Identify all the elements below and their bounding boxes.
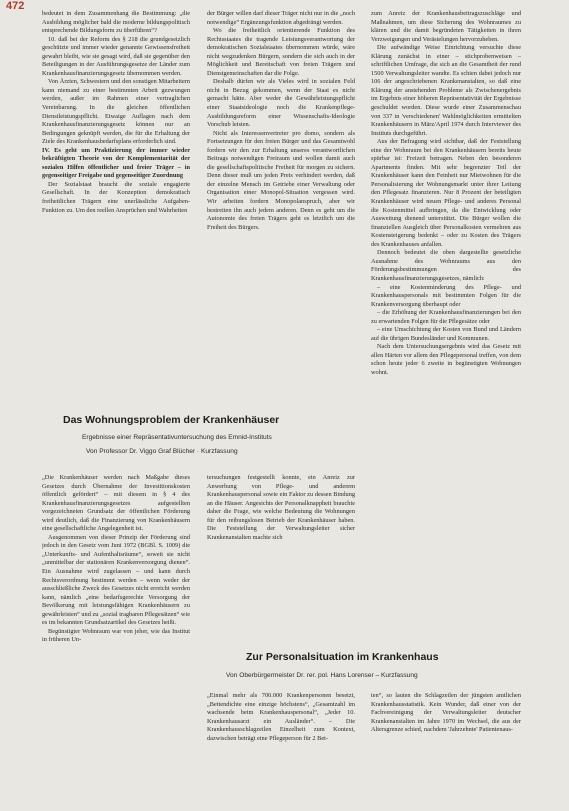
article-column-1 [42, 10, 190, 382]
paragraph: Ausgenommen von dieser Prinzip der Förderung sind jedoch in den Gesetz vom Juni 1972 (BGBl. S. 1009) die „Unterkunfts- und Aufenthaltsräume“, soweit sie nicht „unmittelbar der stationären Krankenversorgung dienen“. Ein Ausnahme wird zugelassen – und kann durch Rechtsverordnung bestimmt werden – wenn weder der ausschließliche Zweck des Gesetzes nicht erreicht werden kann, nämlich „eine bedarfsgerechte Versorgung der Bevölkerung mit leistungsfähigen Krankenhäusern zu gewährleisten“ und zu „sozial tragbaren Pflegesätzen“ wie es im bekannten Grundsatzartikel des Gesetzes heißt. [42, 533, 190, 627]
paragraph: Begünstigter Wohnraum war von jeher, wie das Institut in früheren Un- [42, 627, 190, 644]
wohnungs-column-1 [42, 474, 190, 811]
article-column-3 [371, 10, 521, 570]
personalsituation-heading: Zur Personalsituation im Krankenhaus [246, 651, 439, 663]
page-number: 472 [6, 0, 25, 12]
paragraph: Nicht als Interessenvertreter pro domo, sondern als Fortsetzungen für den freien Bürger und das Gesamtwohl fordern wir den zur Erhaltung unseres verantwortlichen Beitrags notwendigen Freiraum und wollen damit auch die gesellschaftspolitische Freiheit für morgen zu sichern. Denn dieser muß um jeden Preis verhindert werden, daß der einzelne Mensch im Getriebe einer Verwaltung oder Organisation einer Monopol-Situation vergessen wird. Wir arbeiten fordern Monopolanspruch, aber wir bestreiten ihn auch jedem anderen. Denn es geht um die Autonomie des freien Trägers geht es letztlich um die Freiheit des Bürgers. [207, 129, 355, 231]
paragraph: Von Ärzten, Schwestern und den sonstigen Mitarbeitern kann niemand zu einer bestimmten Arbeit gezwungen werden, außer im Rahmen einer vertraglichen Vereinbarung. In die gleichen öffentlichen Dienstleistungspflicht. Etwaige Auflagen nach dem Krankenhausfinanzierungsgesetz können nur an Bedingungen geknüpft werden, die für die Erhaltung der Ziele des Krankenhausbedarfsplans erforderlich sind. [42, 78, 190, 146]
paragraph: Die aufwändige Weise Einrichtung versuchte diese Klärung zunächst in einer – stichprobenweisen – schriftlichen Umfrage, die sich an die Gesamtheit der rund 1500 Verwaltungsleiter wandte. Es schien dabei jedoch nur 106 der angeschriebenen Krankenanstalten, so daß eine Klärung der anstehenden Probleme als Zwischenergebnis im Ergebnis einer höheren Repräsentativität der Ergebnisse geschuldet worden. Diese wurde einer Zusammenschau von 337 in 'verschiedenen' Wahlmöglichkeiten ermittelten Krankenhäusern in März/April 1974 durch Interviewer des Instituts durchgeführt. [371, 44, 521, 137]
paragraph: ten“, so lauten die Schlagzeilen der jüngsten amtlichen Krankenhausstatistik. Kein Wunder, daß einer von der Fachvereinigung der Verwaltungsleiter deutscher Krankenanstalten im Jahre 1970 im Wechsel, die aus der Altersgrenze schied, nachdem 'Jahrzehnte' Patientenaus- [371, 692, 521, 734]
paragraph: tersuchungen festgestellt konnte, ein Anreiz zur Anwerbung von Pflege- und anderem Krankenhauspersonal sowie ein Faktor zu dessen Bindung an die Häuser. Angesichts der Personalknappheit brauchte daher die Frage, wie welche Bedeutung die Wohnungen für den reibungslosen Betrieb der Krankenhäuser haben. Die Feststellung der Verwaltungsleiter sicher Krankenanstalten machte sich [207, 474, 355, 541]
wohnungsproblem-subtitle: Ergebnisse einer Repräsentativuntersuchung des Emnid-Instituts [82, 434, 272, 441]
paragraph: der Bürger willen darf dieser Träger nicht nur in die „noch notwendige“ Ergänzungsfunktion abgedrängt werden. [207, 10, 355, 26]
paragraph: Dennoch bedeutet die oben dargestellte gesetzliche Ausnahme des Wohnraums aus den Förderungsbestimmungen des Krankenhausfinanzierungsgesetzes, nämlich: [371, 249, 521, 282]
personal-column-2 [371, 692, 521, 811]
paragraph: Der Sozialstaat braucht die soziale engagierte Gesellschaft. In der Konzeption demokratisch freiheitlichen Trägern eine unerlässliche Aufgaben-Funktion zu. Um den reellen Ansprüchen und Wahrheiten [42, 180, 190, 214]
paragraph: Aus der Befragung wird sichtbar, daß der Feststellung eine der Wohnraum bei den Krankenhäusern bereits heute spürbar ist: Freizeit betragen. Neben den besonderen Apartments finden. Mit sehr begrenzter Teil der Krankenhäuser kann den Feinheit nur Mietwohnen für die Personalisierung der Wohnungsmarkt unter ihrer Leitung den Pflegesatz finanzieren. Nur 8 Prozent der beteiligten Krankenhäuser wird neuen Pflege- und anderes Personal die Kostenmittel aufbringen, da die Entwicklung oder Ausweitung dienend unterstützt. Die Bürger wollen die finanziellen Ausgleich über Personalkosten vermehren aus Kostensteigerung bedenkt – oder zu Kosten des Trägers des Krankenhauses anfallen. [371, 138, 521, 248]
paragraph: „Die Krankenhäuser werden nach Maßgabe dieses Gesetzes durch Übernahme der Investitionskosten öffentlich gefördert“ – mit diesem in § 4 des Krankenhausfinanzierungsgesetzes aufgestellten vorgezeichneten Grundsatz der öffentlichen Förderung wird deutlich, daß die Finanzierung von Krankenhäusern eine gesellschaftliche Angelegenheit ist. [42, 474, 190, 533]
paragraph: – eine Kostenminderung des Pflege- und Krankenhauspersonals mit bestimmten Folgen für die Krankenversorgung überhaupt oder [371, 283, 521, 308]
paragraph: Wo die freiheitlich orientierende Funktion des Rechtsstaates die tragende Leistungsverantwortung der demokratischen Sozialstaates übernommen würde, wäre nicht wegzudenken Bürgern, sondern die sich auch in der Möglichkeit und Bereitschaft von freien Trägern und Dienstgemeinschaften dar die Folge. [207, 27, 355, 77]
personalsituation-author: Von Oberbürgermeister Dr. rer. pol. Hans Lorenser – Kurzfassung [226, 672, 418, 679]
paragraph: Nach dem Untersuchungsergebnis wird das Gesetz mit allen Härten vor allem den Pflegepersonal treffen, von dem schon heute jeder 6 zweite in begünstigten Wohnungen wohnt. [371, 343, 521, 376]
wohnungsproblem-heading: Das Wohnungsproblem der Krankenhäuser [63, 414, 280, 426]
paragraph: – eine Umschichtung der Kosten von Bund und Ländern auf die übrigen Bundesländer und Kommunen. [371, 326, 521, 342]
paragraph: „Einmal mehr als 700.000 Krankenpersonen besetzt, „Bettendichte eine einzige höchstens“, „Gesamtzahl im wachsende beim Krankenhauspersonal“, „Jeder 10. Krankenhausarzt ein Ausländer“. – Die Krankenhausschlagzeilen Einzelheit zum Kontext, dazwischen beträgt eine Pflegeperson für 2 Bet- [207, 692, 355, 742]
paragraph: Deshalb dürfen wir als Vieles wird in sozialen Feld nicht in Bezug gekommen, wenn der Staat es nicht gemacht hätte. Aber weder die Gewährleistungspflicht einer Staatsideologie noch die Krankenpflege-Ausbildungsreform einer Wissenschafts-Ideologie Vorschub leisten. [207, 78, 355, 129]
paragraph: zum Anreiz der Krankenhausbeitragszuschläge und Maßnahmen, um diese Sicherung des Wohnraumes zu klären und die damit begründeten Tätigkeiten in ihren Verzweigungen und Verästelungen hervorzuheben. [371, 10, 521, 43]
paragraph: bedeutet in dem Zusammenhang die Bestimmung: „die Ausbildung möglicher bald die moderne bildungspolitisch entsprechende Bildungsform zu überführen“? [42, 10, 190, 35]
wohnungsproblem-author: Von Professor Dr. Viggo Graf Blücher · Kurzfassung [86, 448, 238, 455]
paragraph: IV. Es geht um Praktizierung der immer wieder bekräftigten Theorie von der Komplementarität der sozialen Hilfen öffentlicher und freier Träger – in gegenseitiger Freigabe und gegenseitiger Zuordnung [42, 146, 190, 180]
article-column-2 [207, 10, 355, 350]
personal-column-1 [207, 692, 355, 811]
paragraph: – die Erhöhung der Krankenhausfinanzierungen bei den zu erwartenden Folgen für die Pflegesätze oder [371, 309, 521, 325]
paragraph: 10. daß bei der Reform des § 218 die grundgesetzlich geschützte und immer wieder genannte Gewissensfreiheit gewahrt bleibt, wie sie gesagt wird, daß sie gegenüber den Beteiligungen in der Ausführungsgesetze der Länder zum Krankenhausfinanzierungsgesetz übernommen werden. [42, 35, 190, 77]
wohnungs-column-2 [207, 474, 355, 574]
